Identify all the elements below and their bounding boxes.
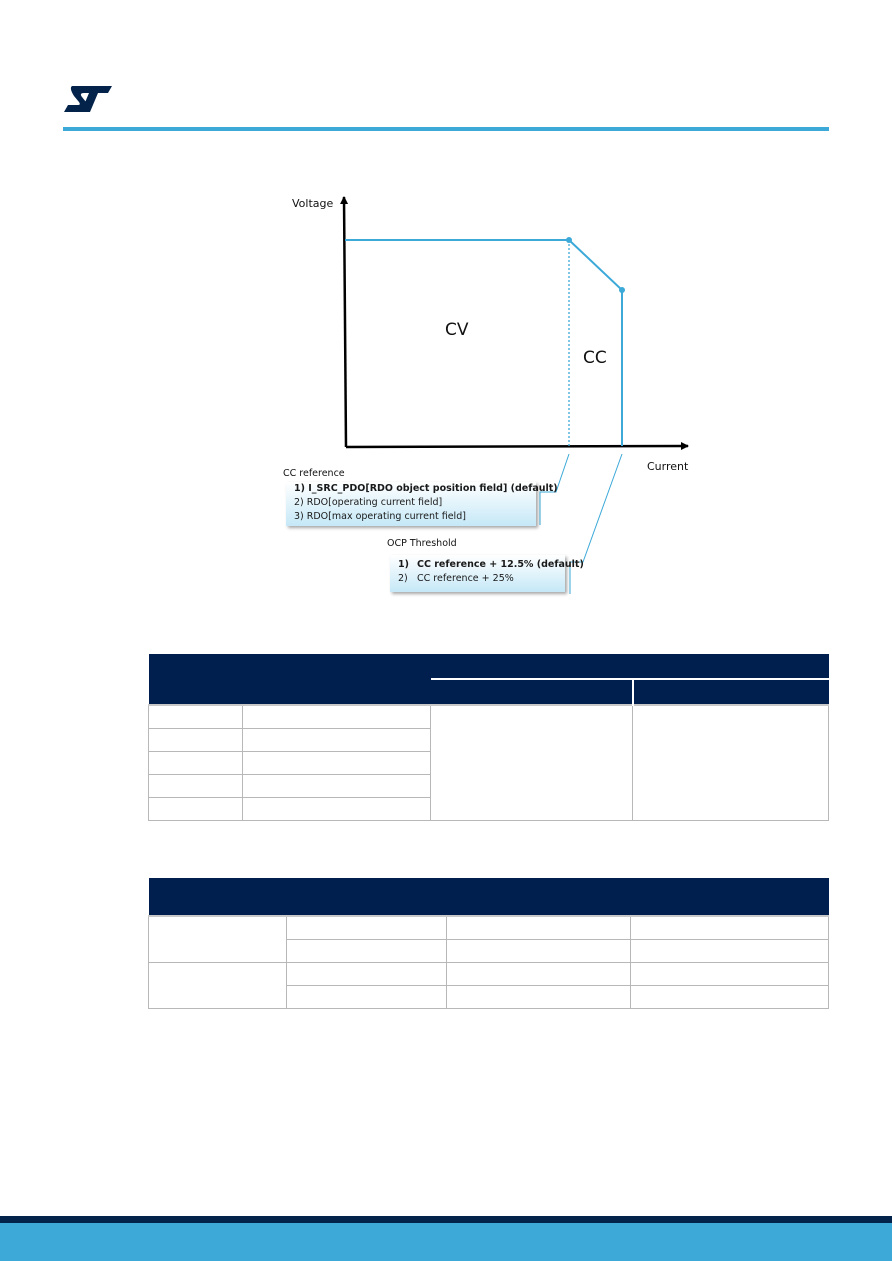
table-cell [447, 963, 631, 986]
table-2-header-cell [631, 878, 829, 916]
table-cell [287, 963, 447, 986]
table-1-subheader-cell [431, 679, 633, 705]
table-1 [148, 654, 829, 821]
y-axis-label: Voltage [292, 197, 334, 210]
table-cell [243, 775, 431, 798]
table-merged-cell [431, 705, 633, 821]
table-1-subheader-cell [633, 679, 829, 705]
cc-cv-diagram [280, 190, 700, 600]
cc-reference-item-2: 2) RDO[operating current field] [294, 497, 443, 508]
table-row [149, 705, 829, 729]
cv-region-label: CV [445, 320, 469, 340]
table-2-header-cell [447, 878, 631, 916]
table-row [149, 963, 829, 986]
table-merged-cell [633, 705, 829, 821]
table-cell [631, 963, 829, 986]
table-2-header-cell [287, 878, 447, 916]
st-logo [62, 84, 114, 114]
table-2-header-cell [149, 878, 287, 916]
table-cell [149, 705, 243, 729]
table-cell [631, 940, 829, 963]
cc-reference-callout [286, 482, 558, 526]
cc-reference-item-1: 1) I_SRC_PDO[RDO object position field] (default) [294, 483, 558, 494]
y-axis [344, 197, 346, 447]
table-cell [243, 729, 431, 752]
table-cell [149, 729, 243, 752]
cc-reference-item-3: 3) RDO[max operating current field] [294, 511, 466, 522]
table-cell [243, 705, 431, 729]
ocp-item-2: CC reference + 25% [417, 573, 514, 584]
table-row [149, 916, 829, 940]
x-axis-label: Current [647, 460, 689, 473]
footer-bar-dark [0, 1216, 892, 1223]
table-merged-cell [149, 963, 287, 1009]
cc-region-label: CC [583, 348, 607, 368]
cv-cc-curve [345, 240, 622, 446]
table-cell [149, 752, 243, 775]
ocp-point [619, 287, 625, 293]
table-cell [447, 940, 631, 963]
footer-bar [0, 1223, 892, 1261]
ocp-leader [570, 454, 622, 594]
table-cell [149, 798, 243, 821]
table-2 [148, 878, 829, 1009]
cc-cv-figure [280, 190, 700, 600]
table-merged-cell [149, 916, 287, 963]
table-cell [447, 986, 631, 1009]
table-cell [287, 916, 447, 940]
ocp-threshold-title: OCP Threshold [387, 538, 457, 549]
x-axis [346, 446, 688, 447]
table-1-header-cell [431, 654, 829, 679]
table-cell [287, 986, 447, 1009]
table-cell [447, 916, 631, 940]
table-cell [631, 916, 829, 940]
table-cell [243, 752, 431, 775]
table-cell [243, 798, 431, 821]
cc-reference-title: CC reference [283, 468, 345, 479]
ocp-item-1-num: 1) [398, 559, 409, 570]
table-1-header-cell [149, 654, 243, 705]
header-rule [63, 127, 829, 131]
table-cell [631, 986, 829, 1009]
table-cell [149, 775, 243, 798]
ocp-threshold-callout [390, 555, 584, 592]
cc-reference-point [566, 237, 572, 243]
ocp-item-1: CC reference + 12.5% (default) [417, 559, 584, 570]
table-1-header-cell [243, 654, 431, 705]
table-cell [287, 940, 447, 963]
ocp-item-2-num: 2) [398, 573, 408, 584]
